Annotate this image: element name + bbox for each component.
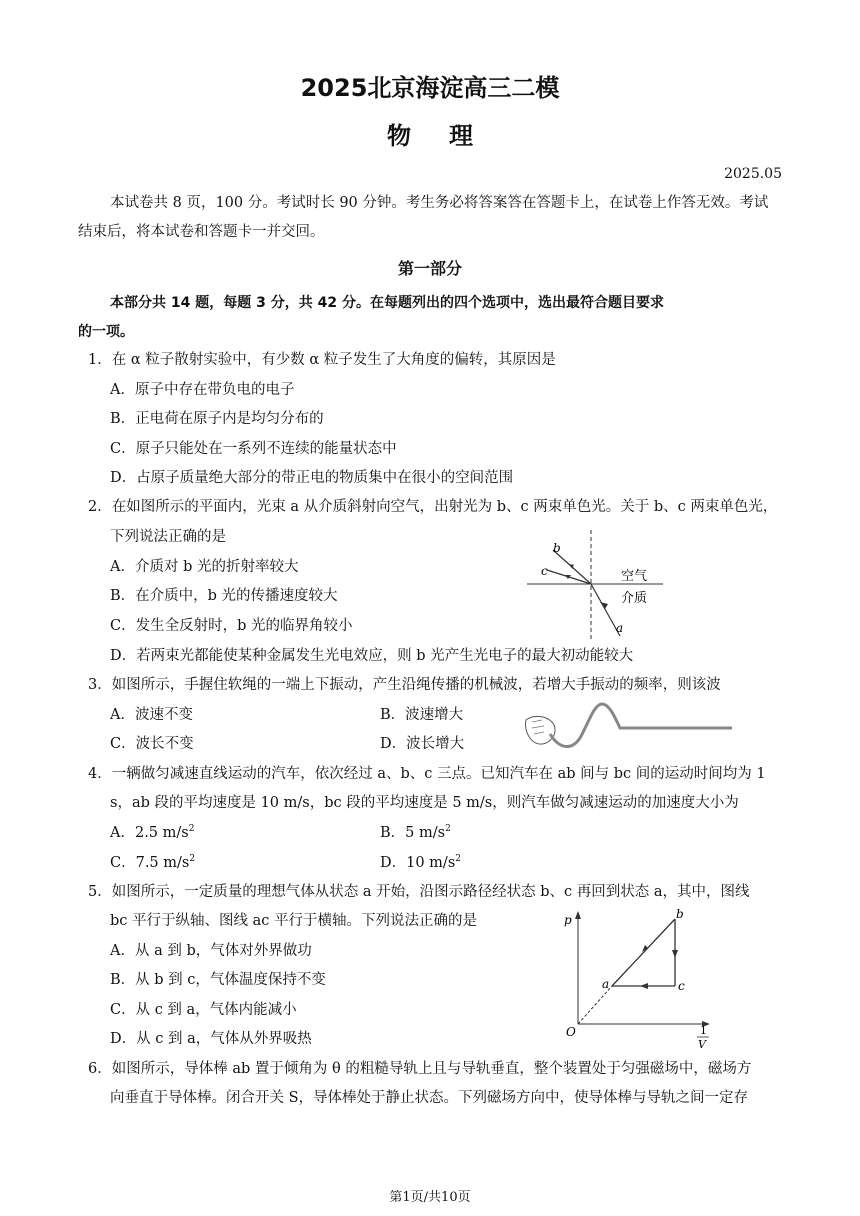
q3-option-c: C．波长不变 <box>110 736 194 752</box>
q5-stem-2: bc 平行于纵轴、图线 ac 平行于横轴。下列说法正确的是 <box>110 913 477 929</box>
q4-stem-2: s，ab 段的平均速度是 10 m/s，bc 段的平均速度是 5 m/s，则汽车做匀减速运动的加速度大小为 <box>110 795 739 811</box>
q4-option-c: C．7.5 $m/s^2$ <box>110 854 196 871</box>
q1-option-c: C．原子只能处在一系列不连续的能量状态中 <box>110 441 397 457</box>
q6-stem-2: 向垂直于导体棒。闭合开关 S，导体棒处于静止状态。下列磁场方向中，使导体棒与导轨之间一定存 <box>110 1090 749 1106</box>
q3-option-b: B．波速增大 <box>380 707 464 723</box>
q3-option-a: A．波速不变 <box>110 707 193 723</box>
exam-title: 2025北京海淀高三二模 <box>300 74 560 102</box>
q3-stem: 3．如图所示，手握住软绳的一端上下振动，产生沿绳传播的机械波，若增大手振动的频率，则该波 <box>88 677 721 693</box>
section-title: 第一部分 <box>397 259 462 278</box>
state-a-label: a <box>602 977 610 991</box>
label-a: a <box>616 621 624 635</box>
q2-stem-1: 2．在如图所示的平面内，光束 a 从介质斜射向空气，出射光为 b、c 两束单色光。关于 b、c 两束单色光， <box>88 499 778 515</box>
subject-title: 物理 <box>387 122 511 150</box>
axis-p-label: p <box>564 913 572 927</box>
q1-stem: 1．在 α 粒子散射实验中，有少数 α 粒子发生了大角度的偏转，其原因是 <box>88 352 556 368</box>
label-medium: 介质 <box>621 591 648 606</box>
q3-option-d: D．波长增大 <box>380 736 465 752</box>
section-instruction-1: 本部分共 14 题，每题 3 分，共 42 分。在每题列出的四个选项中，选出最符合题目要求 <box>110 295 664 311</box>
q4-option-b: B．5 $m/s^2$ <box>380 824 451 841</box>
intro-line-1: 本试卷共 8 页，100 分。考试时长 90 分钟。考生务必将答案答在答题卡上，在试卷上作答无效。考试 <box>110 195 769 211</box>
q1-option-d: D．占原子质量绝大部分的带正电的物质集中在很小的空间范围 <box>110 470 514 486</box>
q2-stem-2: 下列说法正确的是 <box>110 529 226 545</box>
intro-line-2: 结束后，将本试卷和答题卡一并交回。 <box>78 224 325 240</box>
q2-option-a: A．介质对 b 光的折射率较大 <box>110 559 299 575</box>
exam-date: 2025.05 <box>724 166 782 182</box>
page-footer: 第1页/共10页 <box>389 1190 471 1205</box>
q4-stem-1: 4．一辆做匀减速直线运动的汽车，依次经过 a、b、c 三点。已知汽车在 ab 间与 bc 间的运动时间均为 1 <box>88 766 766 782</box>
q5-option-c: C．从 c 到 a，气体内能减小 <box>110 1002 297 1018</box>
refraction-figure <box>525 528 665 644</box>
state-b-label: b <box>676 907 684 921</box>
q5-option-a: A．从 a 到 b，气体对外界做功 <box>110 943 312 959</box>
label-c: c <box>541 564 548 578</box>
q1-option-a: A．原子中存在带负电的电子 <box>110 382 295 398</box>
q1-option-b: B．正电荷在原子内是均匀分布的 <box>110 411 324 427</box>
label-b: b <box>553 541 561 555</box>
label-air: 空气 <box>621 569 648 584</box>
section-instruction-2: 的一项。 <box>78 324 134 340</box>
axis-x-numerator: 1 <box>700 1024 707 1037</box>
q2-option-b: B．在介质中，b 光的传播速度较大 <box>110 588 338 604</box>
q5-option-d: D．从 c 到 a，气体从外界吸热 <box>110 1031 312 1047</box>
q4-option-d: D．10 $m/s^2$ <box>380 854 461 871</box>
rope-wave-figure <box>520 698 735 754</box>
q2-option-c: C．发生全反射时，b 光的临界角较小 <box>110 618 353 634</box>
origin-label: O <box>566 1025 576 1039</box>
q6-stem-1: 6．如图所示，导体棒 ab 置于倾角为 θ 的粗糙导轨上且与导轨垂直，整个装置处于匀强磁场中，磁场方 <box>88 1061 752 1077</box>
state-c-label: c <box>678 979 685 993</box>
q5-stem-1: 5．如图所示，一定质量的理想气体从状态 a 开始，沿图示路径经状态 b、c 再回到状态 a，其中，图线 <box>88 884 750 900</box>
pv-diagram <box>560 906 720 1052</box>
q2-option-d: D．若两束光都能使某种金属发生光电效应，则 b 光产生光电子的最大初动能较大 <box>110 648 634 664</box>
axis-x-denominator: V <box>698 1038 706 1051</box>
q5-option-b: B．从 b 到 c，气体温度保持不变 <box>110 972 326 988</box>
q4-option-a: A．2.5 $m/s^2$ <box>110 824 195 841</box>
